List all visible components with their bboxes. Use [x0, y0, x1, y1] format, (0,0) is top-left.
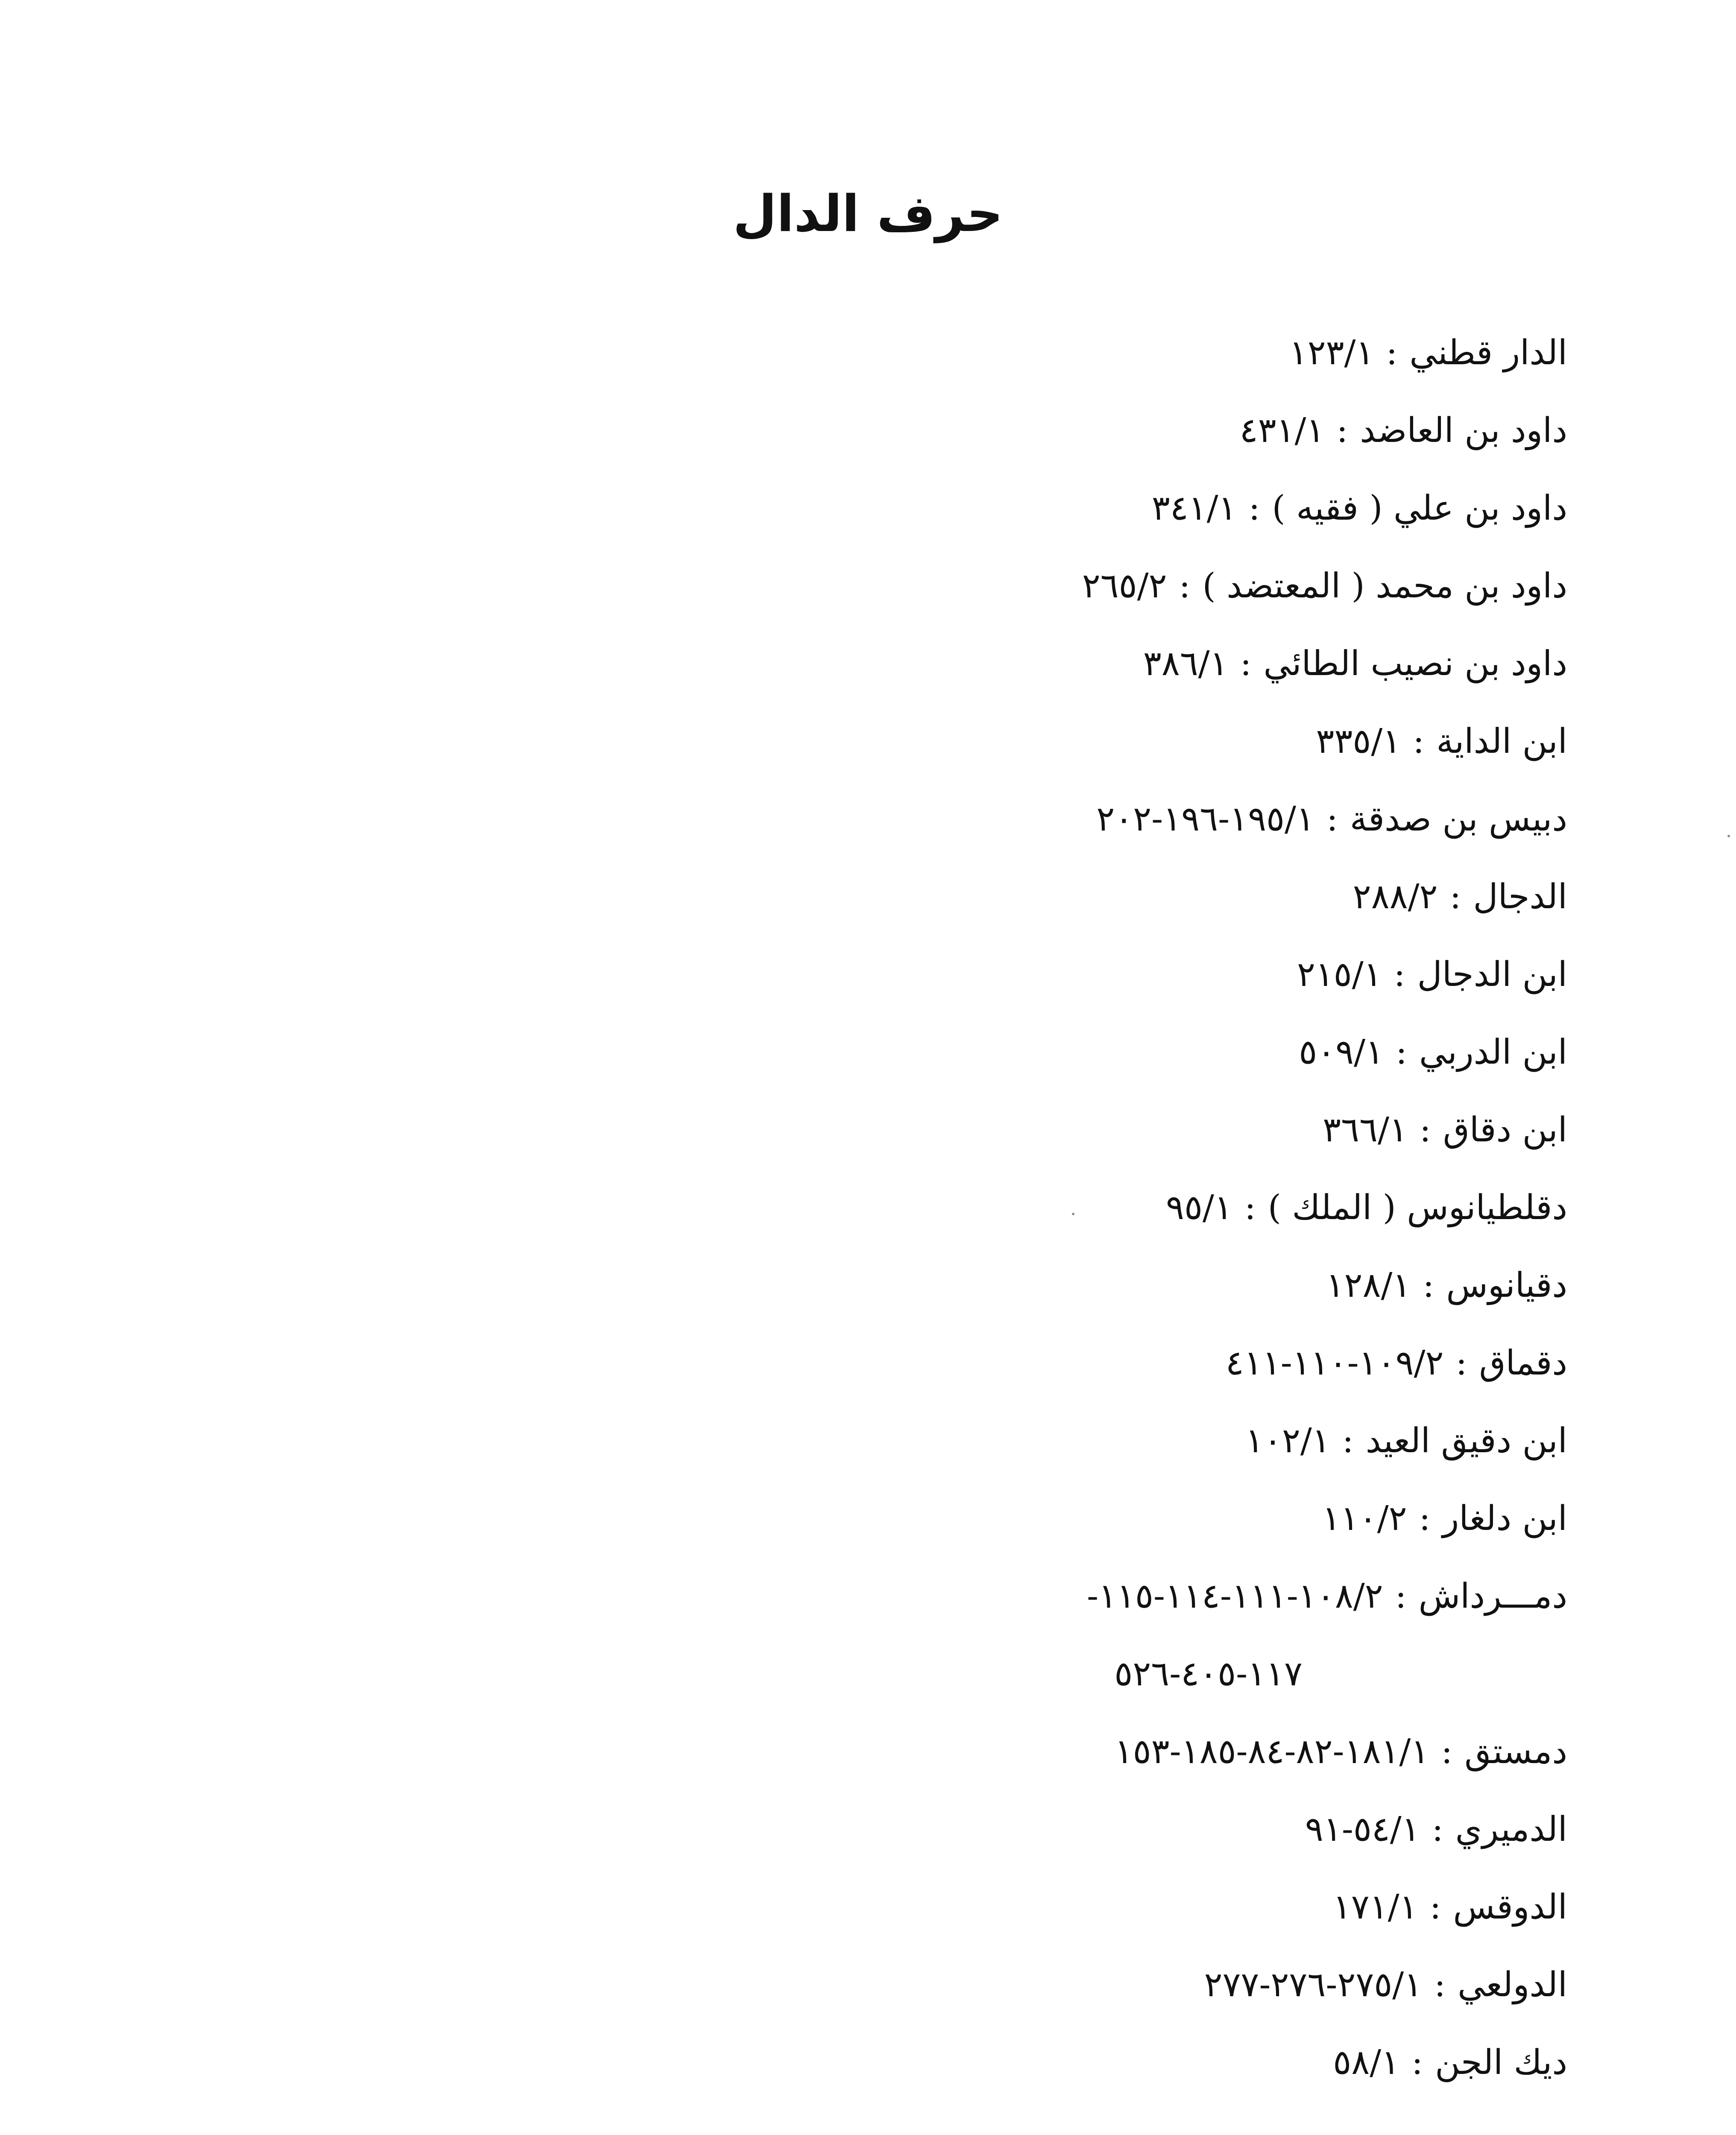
entry-name: دقيانوس [1446, 1265, 1567, 1305]
index-entry [542, 392, 1567, 469]
index-entry [542, 780, 1567, 858]
index-entry [542, 2024, 1567, 2101]
index-entry [542, 547, 1567, 625]
entry-refs: ١٧١/١ [1332, 1887, 1418, 1927]
entry-refs: ٢١٥/١ [1297, 954, 1382, 994]
entry-separator: : [1179, 566, 1191, 605]
entry-separator: : [1240, 643, 1252, 683]
index-entry [542, 1013, 1567, 1091]
entry-separator: : [1248, 488, 1260, 528]
index-list [542, 314, 1567, 2101]
page-title: حرف الدال [733, 184, 1003, 243]
entry-name: دقماق [1479, 1343, 1567, 1383]
entry-name: ابن دقيق العيد [1365, 1421, 1567, 1460]
entry-separator: : [1244, 1187, 1256, 1227]
entry-separator: : [1423, 1265, 1434, 1305]
entry-name: دمستق [1464, 1731, 1567, 1771]
entry-separator: : [1455, 1343, 1467, 1383]
entry-refs: ١٠٩/٢-١١٠-٤١١ [1225, 1343, 1444, 1383]
entry-refs: ٩٥/١ [1165, 1187, 1232, 1227]
entry-name: الدوقس [1453, 1887, 1567, 1927]
entry-name: الدار قطني [1409, 333, 1567, 372]
index-entry [542, 1246, 1567, 1324]
entry-refs: ٣٨٦/١ [1143, 643, 1228, 683]
index-entry [542, 936, 1567, 1013]
index-entry [542, 1091, 1567, 1169]
entry-separator: : [1432, 1809, 1443, 1849]
entry-refs: ١١٧-٤٠٥-٥٢٦ [1114, 1654, 1303, 1693]
index-entry [542, 1868, 1567, 1946]
entry-separator: : [1396, 1032, 1407, 1072]
entry-separator: : [1326, 799, 1338, 839]
index-entry [542, 314, 1567, 392]
index-entry [542, 1713, 1567, 1790]
entry-refs: ٣٤١/١ [1151, 488, 1237, 528]
entry-name: ابن دلغار [1442, 1498, 1567, 1538]
index-entry [542, 858, 1567, 936]
entry-name: ديك الجن [1435, 2042, 1567, 2082]
index-entry [542, 1480, 1567, 1557]
entry-refs: ١٠٨/٢-١١١-١١٤-١١٥- [1086, 1576, 1383, 1616]
entry-refs: ٢٦٥/٢ [1082, 566, 1167, 605]
entry-refs: ١٩٥/١-١٩٦-٢٠٢ [1096, 799, 1314, 839]
entry-separator: : [1434, 1965, 1446, 2004]
entry-name: داود بن نصيب الطائي [1263, 643, 1567, 683]
entry-name: داود بن علي ( فقيه ) [1272, 488, 1567, 528]
entry-separator: : [1419, 1110, 1431, 1149]
entry-separator: : [1386, 333, 1398, 372]
scan-speck [1072, 1213, 1074, 1215]
entry-separator: : [1393, 954, 1405, 994]
entry-name: دبيس بن صدقة [1350, 799, 1567, 839]
entry-separator: : [1429, 1887, 1441, 1927]
index-entry [542, 1946, 1567, 2024]
entry-refs: ٤٣١/١ [1239, 410, 1325, 450]
entry-refs: ٢٨٨/٢ [1352, 877, 1438, 916]
entry-name: الدميري [1455, 1809, 1567, 1849]
index-entry [542, 1790, 1567, 1868]
entry-refs: ٥٠٩/١ [1299, 1032, 1384, 1072]
entry-name: دمـــرداش [1418, 1576, 1567, 1616]
entry-name: ابن الدربي [1419, 1032, 1567, 1072]
entry-separator: : [1411, 2042, 1423, 2082]
entry-name: ابن دقاق [1443, 1110, 1567, 1149]
entry-name: داود بن العاضد [1360, 410, 1567, 450]
entry-name: ابن الداية [1436, 721, 1567, 761]
index-entry [542, 625, 1567, 702]
entry-name: الدولعي [1458, 1965, 1567, 2004]
entry-separator: : [1449, 877, 1461, 916]
entry-separator: : [1336, 410, 1348, 450]
entry-refs: ١٨١/١-٨٢-٨٤-١٨٥-١٥٣ [1114, 1731, 1429, 1771]
entry-name: الدجال [1473, 877, 1567, 916]
entry-separator: : [1419, 1498, 1431, 1538]
entry-refs: ٥٨/١ [1333, 2042, 1400, 2082]
entry-separator: : [1413, 721, 1425, 761]
entry-separator: : [1342, 1421, 1354, 1460]
entry-refs: ٥٤/١-٩١ [1305, 1809, 1420, 1849]
index-entry [542, 469, 1567, 547]
entry-name: داود بن محمد ( المعتضد ) [1202, 566, 1567, 605]
entry-refs: ٣٣٥/١ [1316, 721, 1401, 761]
index-entry [542, 1169, 1567, 1246]
entry-refs: ٢٧٥/١-٢٧٦-٢٧٧ [1204, 1965, 1423, 2004]
scan-speck [1727, 835, 1730, 837]
index-entry [542, 1402, 1567, 1480]
index-entry [542, 1557, 1567, 1635]
entry-name: دقلطيانوس ( الملك ) [1268, 1187, 1567, 1227]
entry-refs: ١٢٨/١ [1326, 1265, 1411, 1305]
index-entry [542, 1324, 1567, 1402]
index-entry [542, 702, 1567, 780]
entry-name: ابن الدجال [1417, 954, 1567, 994]
entry-refs: ٣٦٦/١ [1323, 1110, 1408, 1149]
entry-refs: ١١٠/٢ [1322, 1498, 1407, 1538]
entry-separator: : [1395, 1576, 1407, 1616]
entry-refs: ١٢٣/١ [1289, 333, 1374, 372]
index-entry-continuation [542, 1635, 1567, 1713]
entry-refs: ١٠٢/١ [1245, 1421, 1330, 1460]
entry-separator: : [1441, 1731, 1453, 1771]
